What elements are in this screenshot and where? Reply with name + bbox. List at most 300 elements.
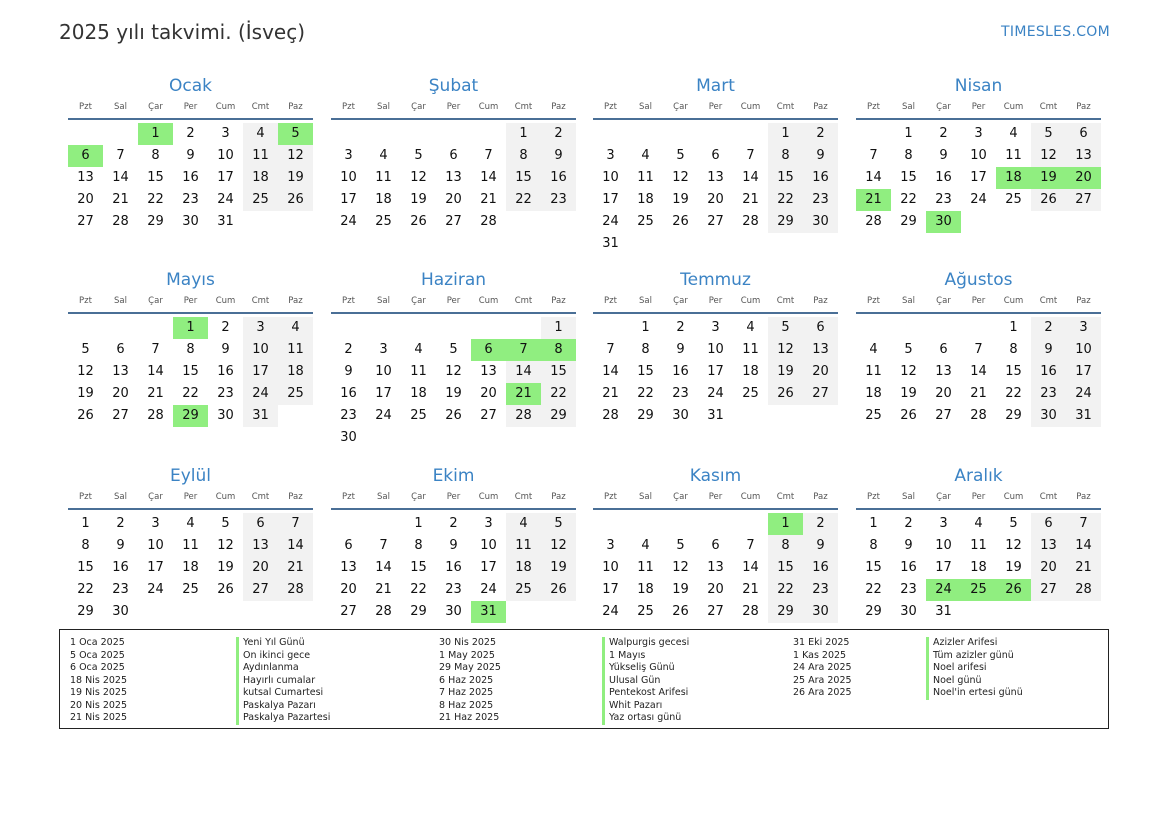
- weekday-label: Cmt: [251, 102, 270, 112]
- day-cell: 15: [506, 167, 541, 189]
- legend-holiday-name: Walpurgis gecesi: [602, 637, 689, 650]
- day-cell: 24: [340, 214, 357, 229]
- legend-date: 19 Nis 2025: [70, 687, 127, 698]
- day-grid: [331, 123, 576, 233]
- empty-cell: [366, 513, 401, 535]
- legend-dates-group-2: [439, 637, 501, 725]
- day-cell: 6: [711, 148, 720, 163]
- weekday-header: [593, 292, 838, 314]
- day-cell: 3: [221, 126, 230, 141]
- day-cell: 9: [116, 538, 125, 553]
- day-cell: 7: [746, 148, 755, 163]
- day-cell: 2: [1031, 317, 1066, 339]
- empty-cell: [628, 513, 663, 535]
- day-cell: 30: [112, 604, 129, 619]
- day-cell: 16: [900, 560, 917, 575]
- legend-names-group-2: [602, 637, 689, 725]
- day-cell: 31: [707, 408, 724, 423]
- day-cell: 30: [672, 408, 689, 423]
- legend-date: 1 Oca 2025: [70, 637, 125, 648]
- day-cell: 4: [974, 516, 983, 531]
- day-cell: 24: [375, 408, 392, 423]
- day-cell: 24: [243, 383, 278, 405]
- day-cell: 16: [217, 364, 234, 379]
- day-grid: [68, 317, 313, 427]
- day-cell: 11: [865, 364, 882, 379]
- weekday-label: Pzt: [342, 492, 355, 502]
- month-block: [856, 464, 1101, 623]
- weekday-label: Sal: [377, 296, 390, 306]
- weekday-label: Pzt: [867, 102, 880, 112]
- day-cell: 1: [1009, 320, 1018, 335]
- day-grid: [593, 513, 838, 623]
- day-cell: 7: [484, 148, 493, 163]
- day-cell: 25: [637, 214, 654, 229]
- day-cell: 24: [1066, 383, 1101, 405]
- empty-cell: [366, 123, 401, 145]
- day-cell: 17: [707, 364, 724, 379]
- day-cell: 14: [112, 170, 129, 185]
- day-cell: 28: [375, 604, 392, 619]
- day-cell: 13: [243, 535, 278, 557]
- day-cell: 10: [243, 339, 278, 361]
- month-block: [68, 268, 313, 427]
- empty-cell: [593, 513, 628, 535]
- legend-holiday-name: Yeni Yıl Günü: [236, 637, 330, 650]
- day-cell: 14: [1066, 535, 1101, 557]
- weekday-label: Cum: [1003, 492, 1024, 502]
- day-cell: 10: [707, 342, 724, 357]
- empty-cell: [856, 317, 891, 339]
- day-cell: 26: [1031, 189, 1066, 211]
- weekday-label: Pzt: [342, 296, 355, 306]
- holiday-day-cell: 6: [471, 339, 506, 361]
- day-cell: 6: [711, 538, 720, 553]
- day-cell: 8: [414, 538, 423, 553]
- day-cell: 5: [768, 317, 803, 339]
- month-block: [593, 74, 838, 255]
- day-cell: 12: [672, 560, 689, 575]
- weekday-label: Cum: [215, 296, 236, 306]
- day-cell: 8: [768, 145, 803, 167]
- day-cell: 23: [935, 192, 952, 207]
- day-cell: 25: [742, 386, 759, 401]
- day-cell: 15: [900, 170, 917, 185]
- empty-cell: [138, 317, 173, 339]
- day-cell: 14: [742, 560, 759, 575]
- day-cell: 15: [637, 364, 654, 379]
- legend-date: 7 Haz 2025: [439, 687, 494, 698]
- day-cell: 4: [278, 317, 313, 339]
- weekday-label: Pzt: [604, 492, 617, 502]
- day-cell: 10: [147, 538, 164, 553]
- weekday-label: Per: [708, 296, 723, 306]
- day-cell: 25: [182, 582, 199, 597]
- month-block: [68, 74, 313, 233]
- weekday-header: [593, 98, 838, 120]
- day-cell: 5: [449, 342, 458, 357]
- day-cell: 22: [506, 189, 541, 211]
- day-cell: 25: [375, 214, 392, 229]
- day-cell: 29: [77, 604, 94, 619]
- holiday-day-cell: 1: [768, 513, 803, 535]
- day-cell: 2: [904, 516, 913, 531]
- day-cell: 23: [672, 386, 689, 401]
- day-cell: 8: [506, 145, 541, 167]
- day-cell: 8: [768, 535, 803, 557]
- day-cell: 21: [147, 386, 164, 401]
- legend-holiday-name: Hayırlı cumalar: [236, 675, 330, 688]
- day-cell: 4: [641, 538, 650, 553]
- legend-names-group-1: [236, 637, 330, 725]
- day-grid: [331, 513, 576, 623]
- day-cell: 7: [746, 538, 755, 553]
- day-grid: [856, 317, 1101, 427]
- day-cell: 17: [147, 560, 164, 575]
- weekday-label: Per: [971, 492, 986, 502]
- day-cell: 14: [147, 364, 164, 379]
- day-cell: 2: [344, 342, 353, 357]
- day-cell: 26: [445, 408, 462, 423]
- day-cell: 24: [970, 192, 987, 207]
- day-cell: 20: [77, 192, 94, 207]
- weekday-label: Çar: [411, 102, 426, 112]
- day-cell: 27: [480, 408, 497, 423]
- day-cell: 19: [410, 192, 427, 207]
- site-brand-link[interactable]: TIMESLES.COM: [1001, 24, 1110, 40]
- weekday-label: Cum: [740, 296, 761, 306]
- holiday-day-cell: 30: [926, 211, 961, 233]
- month-name: Mart: [696, 76, 735, 96]
- day-cell: 13: [1066, 145, 1101, 167]
- day-cell: 13: [445, 170, 462, 185]
- day-cell: 16: [935, 170, 952, 185]
- weekday-label: Cmt: [251, 492, 270, 502]
- empty-cell: [733, 513, 768, 535]
- empty-cell: [103, 317, 138, 339]
- day-cell: 10: [602, 170, 619, 185]
- legend-date: 6 Oca 2025: [70, 662, 125, 673]
- day-cell: 13: [707, 170, 724, 185]
- day-cell: 5: [1009, 516, 1018, 531]
- legend-date: 1 May 2025: [439, 649, 495, 661]
- legend-date: 25 Ara 2025: [793, 674, 852, 686]
- legend-date: 18 Nis 2025: [70, 674, 127, 686]
- day-grid: [68, 513, 313, 623]
- weekday-label: Sal: [639, 492, 652, 502]
- day-cell: 25: [278, 383, 313, 405]
- day-cell: 3: [939, 516, 948, 531]
- empty-cell: [68, 123, 103, 145]
- weekday-label: Per: [446, 492, 461, 502]
- day-cell: 11: [410, 364, 427, 379]
- day-cell: 7: [869, 148, 878, 163]
- day-cell: 12: [445, 364, 462, 379]
- weekday-label: Paz: [288, 296, 303, 306]
- day-cell: 27: [77, 214, 94, 229]
- day-cell: 25: [1005, 192, 1022, 207]
- day-cell: 1: [869, 516, 878, 531]
- day-cell: 17: [480, 560, 497, 575]
- weekday-label: Çar: [673, 296, 688, 306]
- day-cell: 22: [865, 582, 882, 597]
- day-cell: 26: [541, 579, 576, 601]
- day-cell: 28: [970, 408, 987, 423]
- month-block: [68, 464, 313, 623]
- legend-holiday-name: Pentekost Arifesi: [602, 687, 689, 700]
- month-block: [331, 464, 576, 623]
- day-cell: 2: [449, 516, 458, 531]
- weekday-label: Cmt: [776, 296, 795, 306]
- day-cell: 21: [278, 557, 313, 579]
- day-cell: 15: [410, 560, 427, 575]
- day-cell: 11: [278, 339, 313, 361]
- day-cell: 10: [935, 538, 952, 553]
- holiday-day-cell: 21: [856, 189, 891, 211]
- day-cell: 6: [1066, 123, 1101, 145]
- weekday-label: Per: [971, 296, 986, 306]
- legend-date: 30 Nis 2025: [439, 637, 496, 648]
- day-grid: [593, 317, 838, 427]
- weekday-label: Per: [183, 296, 198, 306]
- day-cell: 9: [1031, 339, 1066, 361]
- day-cell: 11: [375, 170, 392, 185]
- month-name: Eylül: [169, 466, 212, 486]
- day-cell: 18: [278, 361, 313, 383]
- weekday-label: Çar: [148, 492, 163, 502]
- holiday-day-cell: 18: [996, 167, 1031, 189]
- empty-cell: [471, 317, 506, 339]
- day-cell: 5: [904, 342, 913, 357]
- day-cell: 22: [637, 386, 654, 401]
- page-title: 2025 yılı takvimi. (İsveç): [59, 20, 306, 44]
- day-cell: 4: [243, 123, 278, 145]
- day-cell: 16: [1031, 361, 1066, 383]
- day-cell: 30: [217, 408, 234, 423]
- day-cell: 13: [803, 339, 838, 361]
- day-cell: 27: [707, 604, 724, 619]
- holiday-day-cell: 31: [471, 601, 506, 623]
- empty-cell: [698, 513, 733, 535]
- legend-holiday-name: Paskalya Pazartesi: [236, 712, 330, 725]
- weekday-label: Sal: [377, 102, 390, 112]
- weekday-label: Per: [446, 102, 461, 112]
- day-cell: 6: [344, 538, 353, 553]
- weekday-label: Pzt: [604, 296, 617, 306]
- weekday-label: Çar: [673, 492, 688, 502]
- weekday-label: Per: [183, 492, 198, 502]
- day-cell: 20: [445, 192, 462, 207]
- weekday-label: Cmt: [1039, 296, 1058, 306]
- day-cell: 8: [641, 342, 650, 357]
- day-cell: 20: [480, 386, 497, 401]
- weekday-header: [68, 292, 313, 314]
- day-grid: [68, 123, 313, 233]
- day-cell: 2: [186, 126, 195, 141]
- weekday-label: Cmt: [514, 102, 533, 112]
- legend-holiday-name: Yaz ortası günü: [602, 712, 689, 725]
- empty-cell: [331, 513, 366, 535]
- day-cell: 12: [410, 170, 427, 185]
- day-cell: 16: [803, 167, 838, 189]
- day-cell: 13: [77, 170, 94, 185]
- day-cell: 26: [410, 214, 427, 229]
- weekday-label: Pzt: [867, 296, 880, 306]
- weekday-label: Cum: [1003, 296, 1024, 306]
- weekday-label: Paz: [1076, 492, 1091, 502]
- weekday-label: Çar: [936, 492, 951, 502]
- day-cell: 25: [865, 408, 882, 423]
- day-cell: 23: [803, 579, 838, 601]
- day-cell: 28: [480, 214, 497, 229]
- day-cell: 24: [602, 604, 619, 619]
- day-cell: 11: [182, 538, 199, 553]
- day-cell: 31: [217, 214, 234, 229]
- day-cell: 30: [340, 430, 357, 445]
- day-cell: 3: [1066, 317, 1101, 339]
- day-cell: 1: [904, 126, 913, 141]
- weekday-label: Cum: [740, 102, 761, 112]
- legend-date: 8 Haz 2025: [439, 699, 494, 711]
- day-cell: 27: [340, 604, 357, 619]
- day-cell: 29: [768, 601, 803, 623]
- day-cell: 29: [768, 211, 803, 233]
- day-cell: 14: [602, 364, 619, 379]
- day-cell: 3: [484, 516, 493, 531]
- day-cell: 11: [970, 538, 987, 553]
- day-cell: 9: [904, 538, 913, 553]
- day-cell: 29: [541, 405, 576, 427]
- day-cell: 14: [506, 361, 541, 383]
- day-cell: 24: [147, 582, 164, 597]
- day-cell: 27: [707, 214, 724, 229]
- weekday-label: Pzt: [867, 492, 880, 502]
- day-cell: 1: [541, 317, 576, 339]
- day-cell: 16: [340, 386, 357, 401]
- weekday-label: Paz: [551, 102, 566, 112]
- day-cell: 22: [541, 383, 576, 405]
- day-cell: 11: [637, 560, 654, 575]
- day-cell: 11: [243, 145, 278, 167]
- weekday-label: Çar: [411, 492, 426, 502]
- day-cell: 9: [676, 342, 685, 357]
- empty-cell: [401, 317, 436, 339]
- weekday-header: [856, 488, 1101, 510]
- day-cell: 2: [803, 123, 838, 145]
- empty-cell: [733, 123, 768, 145]
- day-cell: 14: [970, 364, 987, 379]
- day-cell: 24: [602, 214, 619, 229]
- day-cell: 20: [112, 386, 129, 401]
- day-cell: 17: [243, 361, 278, 383]
- day-cell: 28: [506, 405, 541, 427]
- day-cell: 12: [541, 535, 576, 557]
- day-cell: 1: [641, 320, 650, 335]
- weekday-label: Pzt: [79, 492, 92, 502]
- day-cell: 2: [939, 126, 948, 141]
- day-cell: 17: [602, 192, 619, 207]
- day-cell: 12: [900, 364, 917, 379]
- day-cell: 31: [602, 236, 619, 251]
- empty-cell: [663, 123, 698, 145]
- day-cell: 7: [151, 342, 160, 357]
- day-cell: 28: [742, 604, 759, 619]
- day-cell: 29: [900, 214, 917, 229]
- legend-holiday-name: kutsal Cumartesi: [236, 687, 330, 700]
- day-cell: 17: [935, 560, 952, 575]
- day-cell: 2: [221, 320, 230, 335]
- day-cell: 9: [449, 538, 458, 553]
- day-cell: 22: [768, 189, 803, 211]
- day-cell: 19: [278, 167, 313, 189]
- weekday-label: Cum: [215, 102, 236, 112]
- day-grid: [856, 513, 1101, 623]
- day-cell: 31: [935, 604, 952, 619]
- holiday-day-cell: 1: [138, 123, 173, 145]
- month-name: Ocak: [169, 76, 212, 96]
- legend-date: 24 Ara 2025: [793, 662, 852, 673]
- weekday-label: Per: [183, 102, 198, 112]
- day-cell: 21: [742, 192, 759, 207]
- day-cell: 30: [803, 211, 838, 233]
- weekday-label: Cmt: [776, 102, 795, 112]
- day-cell: 26: [768, 383, 803, 405]
- day-cell: 16: [445, 560, 462, 575]
- weekday-label: Cmt: [1039, 102, 1058, 112]
- legend-holiday-name: Noel'in ertesi günü: [926, 687, 1023, 700]
- day-cell: 16: [112, 560, 129, 575]
- day-cell: 21: [970, 386, 987, 401]
- day-cell: 31: [243, 405, 278, 427]
- weekday-label: Sal: [902, 102, 915, 112]
- day-cell: 14: [480, 170, 497, 185]
- day-grid: [856, 123, 1101, 233]
- empty-cell: [366, 317, 401, 339]
- day-cell: 25: [506, 579, 541, 601]
- day-cell: 23: [217, 386, 234, 401]
- legend-date: 1 Kas 2025: [793, 649, 847, 661]
- weekday-header: [856, 292, 1101, 314]
- day-cell: 6: [1031, 513, 1066, 535]
- day-cell: 12: [768, 339, 803, 361]
- holiday-day-cell: 7: [506, 339, 541, 361]
- weekday-label: Paz: [288, 102, 303, 112]
- day-cell: 9: [186, 148, 195, 163]
- day-cell: 23: [1031, 383, 1066, 405]
- legend-holiday-name: Whit Pazarı: [602, 700, 689, 713]
- day-cell: 4: [379, 148, 388, 163]
- legend-holiday-name: 1 Mayıs: [602, 650, 689, 663]
- legend-date: 6 Haz 2025: [439, 674, 494, 686]
- day-cell: 6: [803, 317, 838, 339]
- day-cell: 22: [768, 579, 803, 601]
- day-cell: 27: [1066, 189, 1101, 211]
- weekday-header: [593, 488, 838, 510]
- day-cell: 29: [410, 604, 427, 619]
- legend-date: 21 Nis 2025: [70, 712, 127, 723]
- day-cell: 25: [637, 604, 654, 619]
- day-cell: 15: [768, 557, 803, 579]
- day-cell: 18: [742, 364, 759, 379]
- day-cell: 23: [182, 192, 199, 207]
- day-cell: 6: [939, 342, 948, 357]
- day-cell: 17: [1066, 361, 1101, 383]
- day-cell: 1: [81, 516, 90, 531]
- holiday-day-cell: 21: [506, 383, 541, 405]
- day-cell: 19: [541, 557, 576, 579]
- day-cell: 4: [746, 320, 755, 335]
- weekday-label: Cum: [478, 296, 499, 306]
